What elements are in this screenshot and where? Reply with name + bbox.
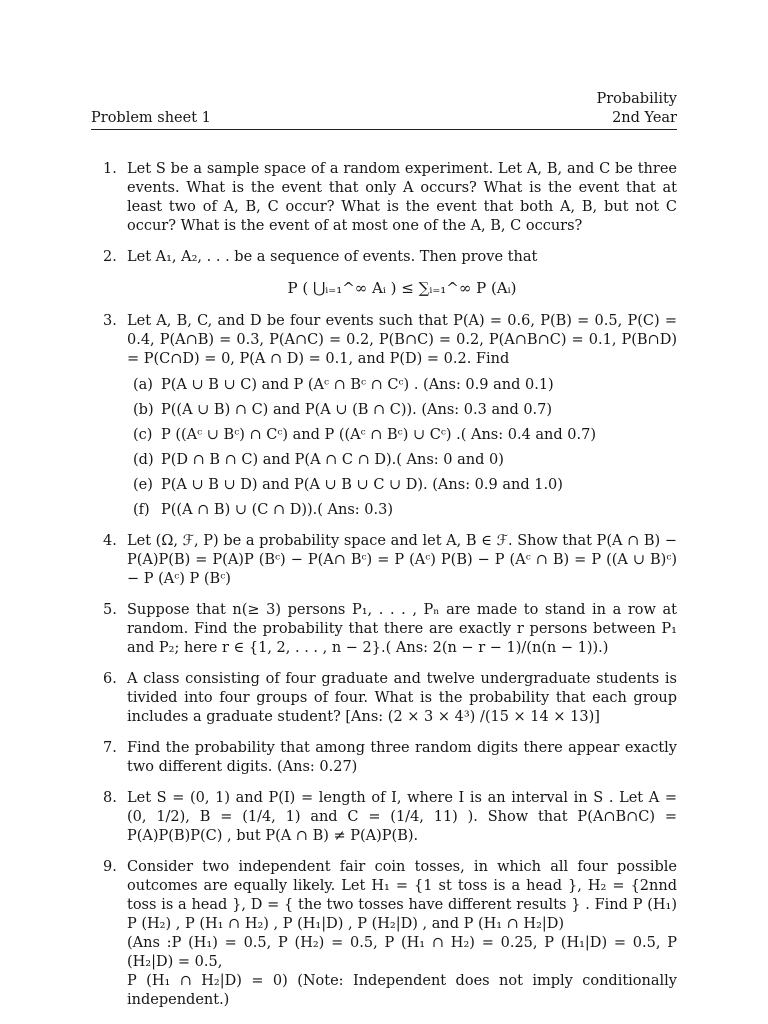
answer-line: (Ans :P (H₁) = 0.5, P (H₂) = 0.5, P (H₁ ∩ H₂) = 0.25, P (H₁|D) = 0.5, P (H₂|D) = 0.5, — [127, 935, 677, 970]
subpart-label: (b) — [133, 402, 154, 418]
problem-text: Let A, B, C, and D be four events such that P(A) = 0.6, P(B) = 0.5, P(C) = 0.4, P(A∩B) = 0.3, P(A∩C) = 0.2, P(B∩C) = 0.2, P(A∩B∩C) = 0.1, P(B∩D) = P(C∩D) = 0, P(A ∩ D) = 0.1, and P(D) = 0.2. Find — [127, 313, 677, 367]
problem-text: Suppose that n(≥ 3) persons P₁, . . . , Pₙ are made to stand in a row at random. Find the probability that there are exactly r persons between P₁ and P₂; here r ∈ {1, 2, . . . , n − 2}.( Ans: 2(n − r − 1)/(n(n − 1)).) — [127, 602, 677, 656]
subpart-a — [127, 376, 677, 395]
subpart-e — [127, 476, 677, 495]
problem-number: 1. — [103, 161, 117, 177]
problem-text: Consider two independent fair coin tosses, in which all four possible outcomes are equally likely. Let H₁ = {1 st toss is a head }, H₂ = {2nnd toss is a head }, D = { the two tosses have different results } . Find P (H₁) P (H₂) , P (H₁ ∩ H₂) , P (H₁|D) , P (H₂|D) , and P (H₁ ∩ H₂|D) — [127, 859, 677, 932]
problem-number: 9. — [103, 859, 117, 875]
problem-7 — [91, 739, 677, 777]
problem-text: Let A₁, A₂, . . . be a sequence of events. Then prove that — [127, 249, 538, 265]
problem-text: Let (Ω, ℱ, P) be a probability space and let A, B ∈ ℱ. Show that P(A ∩ B) − P(A)P(B) = P(A)P (Bᶜ) − P(A∩ Bᶜ) = P (Aᶜ) P(B) − P (Aᶜ ∩ B) = P ((A ∪ B)ᶜ) − P (Aᶜ) P (Bᶜ) — [127, 533, 677, 587]
subpart-text: P ((Aᶜ ∪ Bᶜ) ∩ Cᶜ) and P ((Aᶜ ∩ Bᶜ) ∪ Cᶜ) .( Ans: 0.4 and 0.7) — [161, 427, 596, 443]
subpart-list — [127, 376, 677, 520]
union-bound-formula: P ( ⋃ᵢ₌₁^∞ Aᵢ ) ≤ ∑ᵢ₌₁^∞ P (Aᵢ) — [287, 279, 517, 297]
subpart-d — [127, 451, 677, 470]
subpart-text: P((A ∩ B) ∪ (C ∩ D)).( Ans: 0.3) — [161, 502, 393, 518]
course-header — [596, 90, 677, 128]
subpart-text: P(A ∪ B ∪ D) and P(A ∪ B ∪ C ∪ D). (Ans: 0.9 and 1.0) — [161, 477, 563, 493]
subpart-text: P((A ∪ B) ∩ C) and P(A ∪ (B ∩ C)). (Ans: 0.3 and 0.7) — [161, 402, 553, 418]
subpart-label: (d) — [133, 452, 154, 468]
course-title: Probability — [596, 91, 677, 107]
problem-1 — [91, 160, 677, 236]
course-year: 2nd Year — [612, 110, 677, 126]
problem-6 — [91, 670, 677, 727]
subpart-label: (e) — [133, 477, 153, 493]
header-rule — [91, 129, 677, 130]
problem-number: 5. — [103, 602, 117, 618]
problem-list — [91, 160, 677, 1022]
subpart-c — [127, 426, 677, 445]
subpart-label: (f) — [133, 502, 150, 518]
problem-8 — [91, 789, 677, 846]
problem-9 — [91, 858, 677, 1010]
problem-text: Let S be a sample space of a random experiment. Let A, B, and C be three events. What is the event that only A occurs? What is the event that at least two of A, B, C occur? What is the event that both A, B, but not C occur? What is the event of at most one of the A, B, C occurs? — [127, 161, 677, 234]
sheet-title: Problem sheet 1 — [91, 110, 211, 126]
problem-3 — [91, 312, 677, 520]
problem-2 — [91, 248, 677, 298]
subpart-label: (c) — [133, 427, 153, 443]
problem-number: 6. — [103, 671, 117, 687]
subpart-b — [127, 401, 677, 420]
subpart-label: (a) — [133, 377, 153, 393]
problem-text: Let S = (0, 1) and P(I) = length of I, where I is an interval in S . Let A = (0, 1/2), B = (1/4, 1) and C = (1/4, 11) ). Show that P(A∩B∩C) = P(A)P(B)P(C) , but P(A ∩ B) ≠ P(A)P(B). — [127, 790, 677, 844]
problem-text: Find the probability that among three random digits there appear exactly two different digits. (Ans: 0.27) — [127, 740, 677, 775]
problem-number: 4. — [103, 533, 117, 549]
answer-note-line: P (H₁ ∩ H₂|D) = 0) (Note: Independent does not imply conditionally independent.) — [127, 973, 677, 1008]
problem-number: 7. — [103, 740, 117, 756]
problem-number: 3. — [103, 313, 117, 329]
problem-number: 2. — [103, 249, 117, 265]
subpart-text: P(A ∪ B ∪ C) and P (Aᶜ ∩ Bᶜ ∩ Cᶜ) . (Ans: 0.9 and 0.1) — [161, 377, 554, 393]
subpart-text: P(D ∩ B ∩ C) and P(A ∩ C ∩ D).( Ans: 0 and 0) — [161, 452, 504, 468]
problem-5 — [91, 601, 677, 658]
problem-number: 8. — [103, 790, 117, 806]
problem-text: A class consisting of four graduate and twelve undergraduate students is tivided into four groups of four. What is the probability that each group includes a graduate student? [Ans: (2 × 3 × 4³) /(15 × 14 × 13)] — [127, 671, 677, 725]
subpart-f — [127, 501, 677, 520]
problem-4 — [91, 532, 677, 589]
